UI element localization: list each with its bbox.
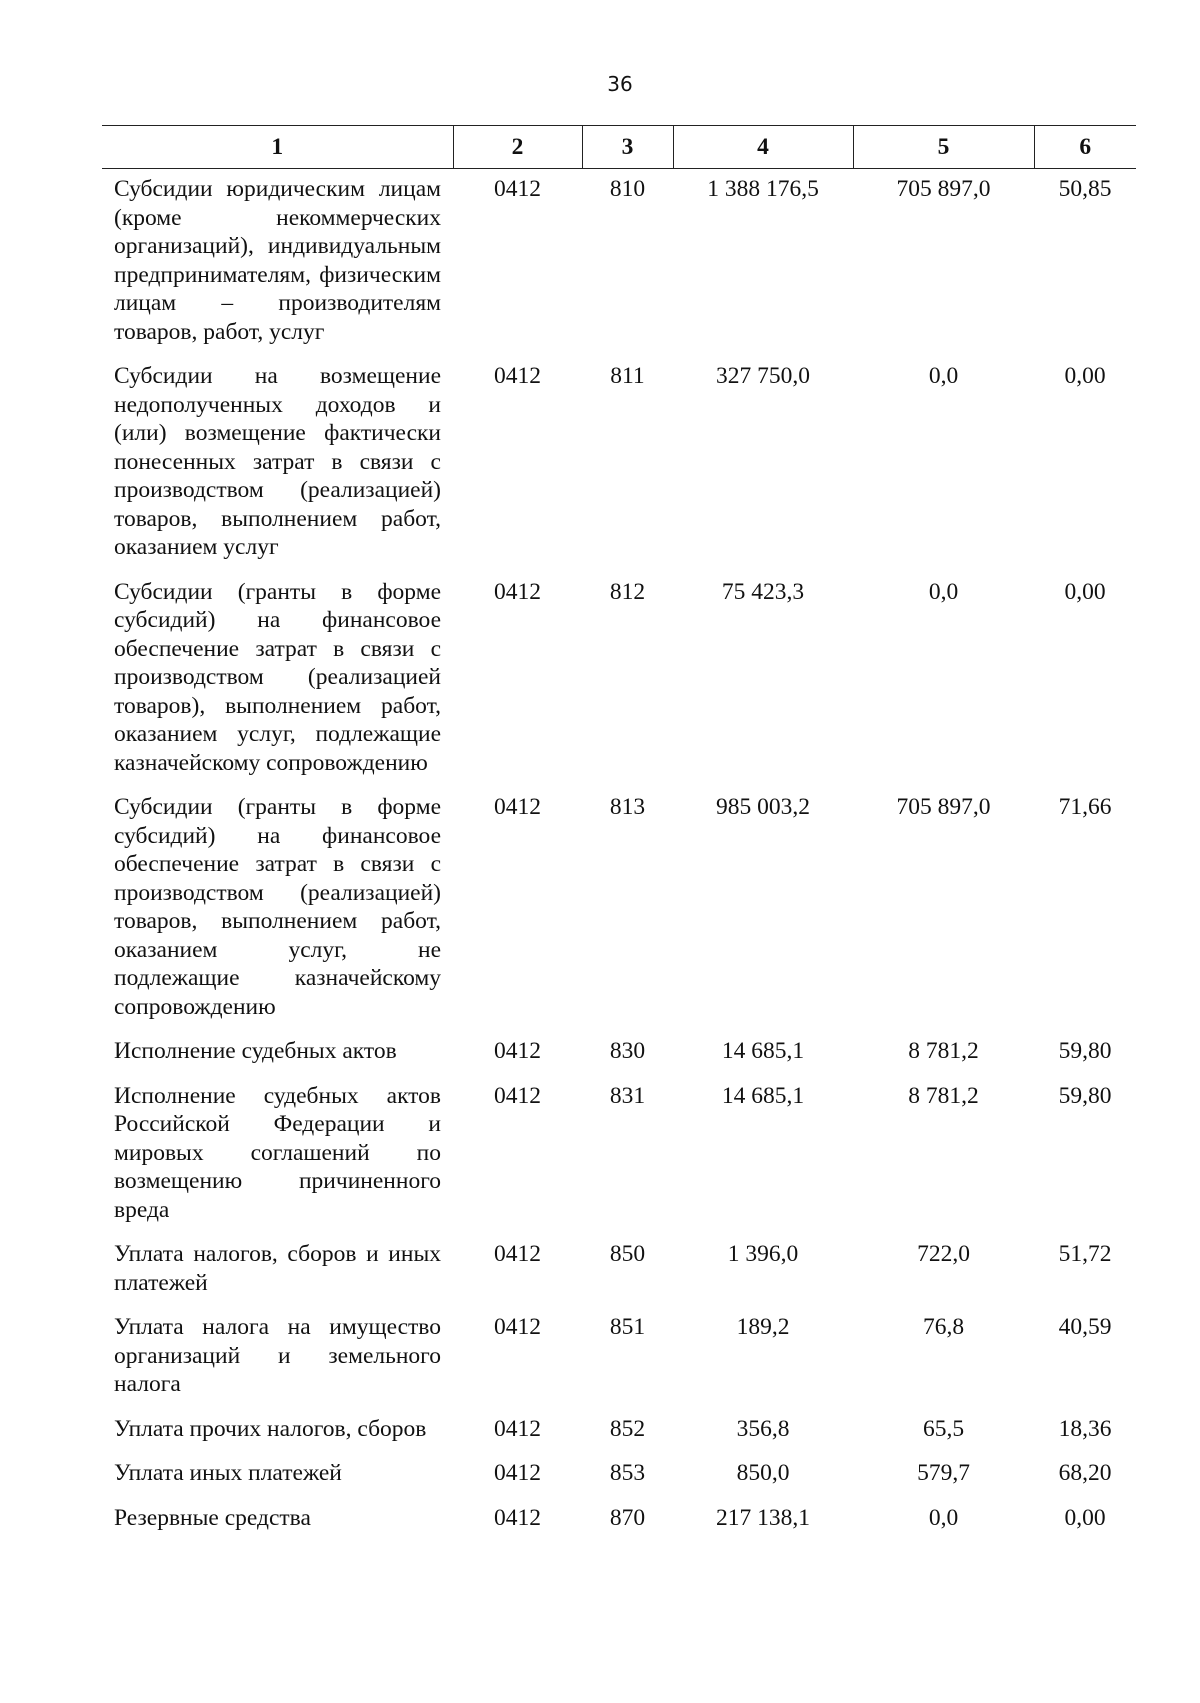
- table-row: [102, 1307, 1136, 1409]
- row-fact-amount: 8 781,2: [908, 1038, 979, 1064]
- row-expense-type: 852: [609, 1415, 646, 1442]
- row-fact-amount: 8 781,2: [908, 1082, 979, 1109]
- row-fact-amount: 0,0: [928, 1504, 959, 1531]
- table-header-row: [102, 126, 1136, 169]
- row-expense-type: 870: [609, 1504, 646, 1531]
- row-percent: 51,72: [1058, 1241, 1112, 1267]
- column-header-1: 1: [102, 126, 453, 169]
- column-header-2: 2: [453, 126, 582, 169]
- row-expense-type: 810: [609, 176, 646, 202]
- row-section-code: 0412: [494, 1314, 541, 1340]
- column-header-6: 6: [1034, 126, 1136, 169]
- row-section-code: 0412: [494, 1415, 541, 1442]
- table-row: [102, 572, 1136, 788]
- row-plan-amount: 75 423,3: [721, 578, 805, 605]
- row-percent: 0,00: [1064, 363, 1106, 389]
- row-section-code: 0412: [494, 176, 541, 202]
- row-expense-type: 851: [609, 1314, 646, 1340]
- table-row: [102, 1409, 1136, 1454]
- row-percent: 18,36: [1058, 1415, 1112, 1442]
- row-section-code: 0412: [494, 1241, 541, 1267]
- row-expense-type: 813: [609, 794, 646, 820]
- row-expense-type: 830: [609, 1038, 646, 1064]
- row-percent: 40,59: [1058, 1314, 1112, 1340]
- table-row: [102, 1498, 1136, 1543]
- row-name: Уплата налога на имущество организаций и земельного налога: [114, 1314, 441, 1397]
- row-name: Уплата налогов, сборов и иных платежей: [114, 1241, 441, 1296]
- row-plan-amount: 985 003,2: [716, 794, 810, 820]
- table-row: [102, 1031, 1136, 1076]
- row-plan-amount: 14 685,1: [721, 1082, 805, 1109]
- row-plan-amount: 356,8: [736, 1415, 790, 1442]
- row-expense-type: 812: [609, 578, 646, 605]
- row-fact-amount: 722,0: [917, 1241, 970, 1267]
- row-section-code: 0412: [494, 363, 541, 389]
- row-plan-amount: 14 685,1: [721, 1038, 805, 1064]
- table-row: [102, 1453, 1136, 1498]
- row-percent: 0,00: [1064, 578, 1106, 605]
- row-percent: 50,85: [1058, 176, 1112, 202]
- row-plan-amount: 850,0: [736, 1460, 790, 1486]
- column-header-5: 5: [853, 126, 1034, 169]
- row-percent: 68,20: [1058, 1460, 1112, 1486]
- row-name: Субсидии (гранты в форме субсидий) на финансовое обеспечение затрат в связи с производством (реализацией) товаров, выполнением работ, оказанием услуг, не подлежащие казначейскому сопровождению: [114, 794, 441, 1020]
- row-fact-amount: 579,7: [917, 1460, 970, 1486]
- table-row: [102, 787, 1136, 1031]
- row-plan-amount: 1 388 176,5: [707, 176, 819, 202]
- row-expense-type: 831: [609, 1082, 646, 1109]
- row-fact-amount: 0,0: [928, 363, 959, 389]
- row-section-code: 0412: [494, 1460, 541, 1486]
- row-section-code: 0412: [494, 1504, 541, 1531]
- row-expense-type: 811: [610, 363, 645, 389]
- row-name: Резервные средства: [114, 1504, 311, 1531]
- row-fact-amount: 705 897,0: [896, 176, 991, 202]
- row-name: Субсидии на возмещение недополученных доходов и (или) возмещение фактически понесенных затрат в связи с производством (реализацией) товаров, выполнением работ, оказанием услуг: [114, 363, 441, 560]
- row-percent: 0,00: [1064, 1504, 1106, 1531]
- row-plan-amount: 189,2: [736, 1314, 790, 1340]
- row-name: Уплата иных платежей: [114, 1460, 342, 1486]
- row-plan-amount: 217 138,1: [716, 1504, 810, 1531]
- budget-table: [102, 125, 1136, 1542]
- row-expense-type: 853: [609, 1460, 646, 1486]
- row-fact-amount: 65,5: [922, 1415, 965, 1442]
- row-fact-amount: 705 897,0: [896, 794, 991, 820]
- row-percent: 71,66: [1058, 794, 1112, 820]
- row-name: Субсидии (гранты в форме субсидий) на финансовое обеспечение затрат в связи с производством (реализацией товаров), выполнением работ, оказанием услуг, подлежащие казначейскому сопровождению: [114, 578, 441, 776]
- row-section-code: 0412: [494, 1082, 541, 1109]
- row-fact-amount: 76,8: [922, 1314, 965, 1340]
- table-row: [102, 1234, 1136, 1307]
- row-plan-amount: 1 396,0: [727, 1241, 799, 1267]
- row-percent: 59,80: [1058, 1038, 1112, 1064]
- row-plan-amount: 327 750,0: [716, 363, 810, 389]
- table-row: [102, 169, 1136, 357]
- row-name: Исполнение судебных актов Российской Федерации и мировых соглашений по возмещению причиненного вреда: [114, 1082, 441, 1223]
- row-fact-amount: 0,0: [928, 578, 959, 605]
- page-number: 36: [607, 72, 633, 96]
- row-name: Уплата прочих налогов, сборов: [114, 1415, 427, 1442]
- table-row: [102, 1076, 1136, 1235]
- row-name: Субсидии юридическим лицам (кроме некоммерческих организаций), индивидуальным предпринимателям, физическим лицам – производителям товаров, работ, услуг: [114, 176, 441, 345]
- table-row: [102, 356, 1136, 572]
- row-section-code: 0412: [494, 1038, 541, 1064]
- row-expense-type: 850: [609, 1241, 646, 1267]
- row-name: Исполнение судебных актов: [114, 1038, 397, 1064]
- row-percent: 59,80: [1058, 1082, 1112, 1109]
- column-header-4: 4: [673, 126, 853, 169]
- row-section-code: 0412: [494, 794, 541, 820]
- row-section-code: 0412: [494, 578, 541, 605]
- column-header-3: 3: [582, 126, 673, 169]
